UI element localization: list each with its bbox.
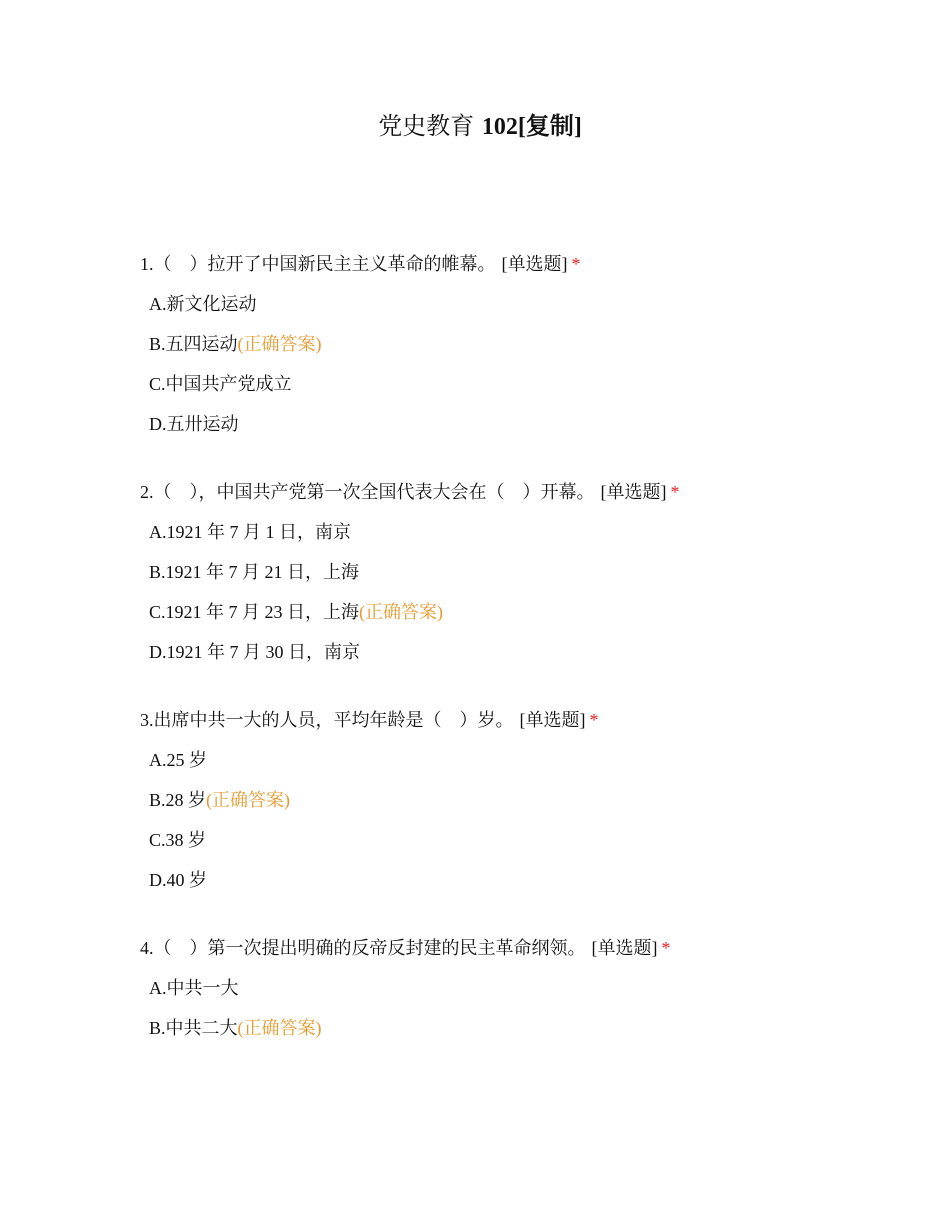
question-stem: 2.（ ），中国共产党第一次全国代表大会在（ ）开幕。 [140, 482, 595, 502]
correct-answer-tag: (正确答案) [237, 1018, 322, 1038]
option-label: B.中共二大 [149, 1018, 238, 1038]
option-label: B.28 岁 [149, 790, 207, 810]
required-mark: * [589, 710, 599, 730]
option-c [149, 598, 900, 626]
title-text: 党史教育 [378, 112, 475, 140]
required-mark: * [670, 482, 680, 502]
option-list [140, 974, 900, 1042]
question-type: [单选题] [600, 482, 667, 502]
question-text [140, 934, 900, 962]
option-label: A.中共一大 [149, 978, 239, 998]
correct-answer-tag: (正确答案) [359, 602, 444, 622]
option-d [149, 866, 900, 894]
title-number: 102 [481, 114, 518, 140]
option-label: B.1921 年 7 月 21 日，上海 [149, 562, 360, 582]
required-mark: * [661, 938, 671, 958]
option-label: B.五四运动 [149, 334, 238, 354]
title-suffix: [复制] [517, 114, 582, 140]
correct-answer-tag: (正确答案) [237, 334, 322, 354]
option-label: D.五卅运动 [149, 414, 239, 434]
question-type: [单选题] [501, 254, 568, 274]
option-d [149, 638, 900, 666]
question-stem: 1.（ ）拉开了中国新民主主义革命的帷幕。 [140, 254, 496, 274]
question-type: [单选题] [519, 710, 586, 730]
option-c [149, 370, 900, 398]
option-a [149, 518, 900, 546]
option-a [149, 974, 900, 1002]
option-label: A.1921 年 7 月 1 日，南京 [149, 522, 351, 542]
option-label: D.40 岁 [149, 870, 207, 890]
option-b [149, 558, 900, 586]
option-label: C.38 岁 [149, 830, 207, 850]
required-mark: * [571, 254, 581, 274]
question-2 [140, 478, 900, 666]
option-label: C.1921 年 7 月 23 日，上海 [149, 602, 360, 622]
question-text [140, 478, 900, 506]
option-b [149, 786, 900, 814]
option-a [149, 290, 900, 318]
question-type: [单选题] [591, 938, 658, 958]
question-3 [140, 706, 900, 894]
question-4 [140, 934, 900, 1042]
option-list [140, 746, 900, 894]
option-label: D.1921 年 7 月 30 日，南京 [149, 642, 360, 662]
question-stem: 3.出席中共一大的人员，平均年龄是（ ）岁。 [140, 710, 514, 730]
option-c [149, 826, 900, 854]
question-list [140, 250, 900, 1082]
option-label: C.中国共产党成立 [149, 374, 292, 394]
option-label: A.25 岁 [149, 750, 207, 770]
option-label: A.新文化运动 [149, 294, 257, 314]
option-list [140, 518, 900, 666]
option-list [140, 290, 900, 438]
correct-answer-tag: (正确答案) [206, 790, 291, 810]
question-1 [140, 250, 900, 438]
option-b [149, 330, 900, 358]
option-b [149, 1014, 900, 1042]
question-text [140, 706, 900, 734]
question-stem: 4.（ ）第一次提出明确的反帝反封建的民主革命纲领。 [140, 938, 586, 958]
option-d [149, 410, 900, 438]
question-text [140, 250, 900, 278]
option-a [149, 746, 900, 774]
page-title [0, 110, 950, 143]
